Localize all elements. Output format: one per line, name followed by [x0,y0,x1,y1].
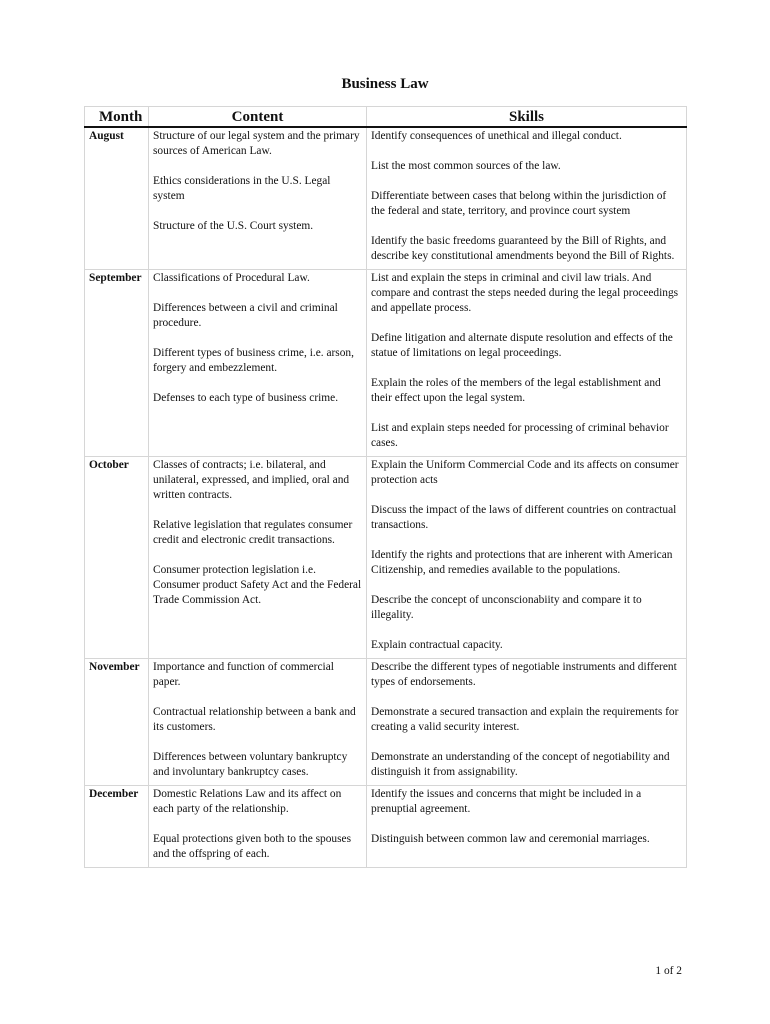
month-cell: November [85,659,149,786]
skill-item: Demonstrate an understanding of the concept of negotiability and distinguish it from assignability. [371,751,670,778]
header-content: Content [149,107,367,128]
skills-cell [367,457,687,659]
month-cell: December [85,786,149,868]
skills-cell [367,659,687,786]
table-row [85,786,687,868]
content-cell [149,270,367,457]
header-month: Month [85,107,149,128]
skill-item: List and explain the steps in criminal and civil law trials. And compare and contrast the steps needed during the legal proceedings and appellate process. [371,272,679,314]
content-cell [149,457,367,659]
content-item: Differences between voluntary bankruptcy and involuntary bankruptcy cases. [153,751,348,778]
content-item: Structure of our legal system and the primary sources of American Law. [153,130,360,157]
content-item: Structure of the U.S. Court system. [153,220,314,232]
table-header-row [85,107,687,128]
table-row [85,270,687,457]
content-item: Ethics considerations in the U.S. Legal system [153,175,331,202]
skills-cell [367,270,687,457]
skill-item: List the most common sources of the law. [371,160,561,172]
skill-item: Describe the different types of negotiable instruments and different types of endorsements. [371,661,677,688]
skill-item: Differentiate between cases that belong within the jurisdiction of the federal and state, territory, and province court system [371,190,667,217]
content-item: Different types of business crime, i.e. arson, forgery and embezzlement. [153,347,354,374]
skills-cell [367,786,687,868]
month-cell: August [85,127,149,270]
table-row [85,127,687,270]
skill-item: Discuss the impact of the laws of different countries on contractual transactions. [371,504,677,531]
skill-item: Describe the concept of unconscionabiity and compare it to illegality. [371,594,642,621]
skill-item: Distinguish between common law and ceremonial marriages. [371,833,650,845]
skill-item: Identify the issues and concerns that might be included in a prenuptial agreement. [371,788,642,815]
content-cell [149,127,367,270]
content-item: Defenses to each type of business crime. [153,392,339,404]
table-body [85,127,687,868]
table-row [85,659,687,786]
month-cell: October [85,457,149,659]
content-item: Domestic Relations Law and its affect on each party of the relationship. [153,788,342,815]
skill-item: Identify consequences of unethical and illegal conduct. [371,130,622,142]
document-title: Business Law [341,76,429,92]
table-row [85,457,687,659]
content-item: Importance and function of commercial paper. [153,661,334,688]
content-item: Differences between a civil and criminal procedure. [153,302,338,329]
skill-item: List and explain steps needed for processing of criminal behavior cases. [371,422,669,449]
curriculum-table [84,106,687,868]
content-item: Consumer protection legislation i.e. Consumer product Safety Act and the Federal Trade Commission Act. [153,564,362,606]
page-number: 1 of 2 [655,965,682,977]
skill-item: Explain the Uniform Commercial Code and its affects on consumer protection acts [371,459,679,486]
skill-item: Explain contractual capacity. [371,639,503,651]
content-item: Classes of contracts; i.e. bilateral, and unilateral, expressed, and implied, oral and written contracts. [153,459,350,501]
skill-item: Define litigation and alternate dispute resolution and effects of the statue of limitations on legal proceedings. [371,332,673,359]
content-cell [149,659,367,786]
header-skills: Skills [367,107,687,128]
content-item: Relative legislation that regulates consumer credit and electronic credit transactions. [153,519,353,546]
content-cell [149,786,367,868]
skill-item: Identify the rights and protections that are inherent with American Citizenship, and remedies available to the populations. [371,549,673,576]
month-cell: September [85,270,149,457]
skills-cell [367,127,687,270]
skill-item: Explain the roles of the members of the legal establishment and their effect upon the legal system. [371,377,661,404]
content-item: Contractual relationship between a bank and its customers. [153,706,356,733]
content-item: Equal protections given both to the spouses and the offspring of each. [153,833,352,860]
skill-item: Identify the basic freedoms guaranteed by the Bill of Rights, and describe key constitutional amendments beyond the Bill of Rights. [371,235,675,262]
content-item: Classifications of Procedural Law. [153,272,310,284]
skill-item: Demonstrate a secured transaction and explain the requirements for creating a valid security interest. [371,706,679,733]
